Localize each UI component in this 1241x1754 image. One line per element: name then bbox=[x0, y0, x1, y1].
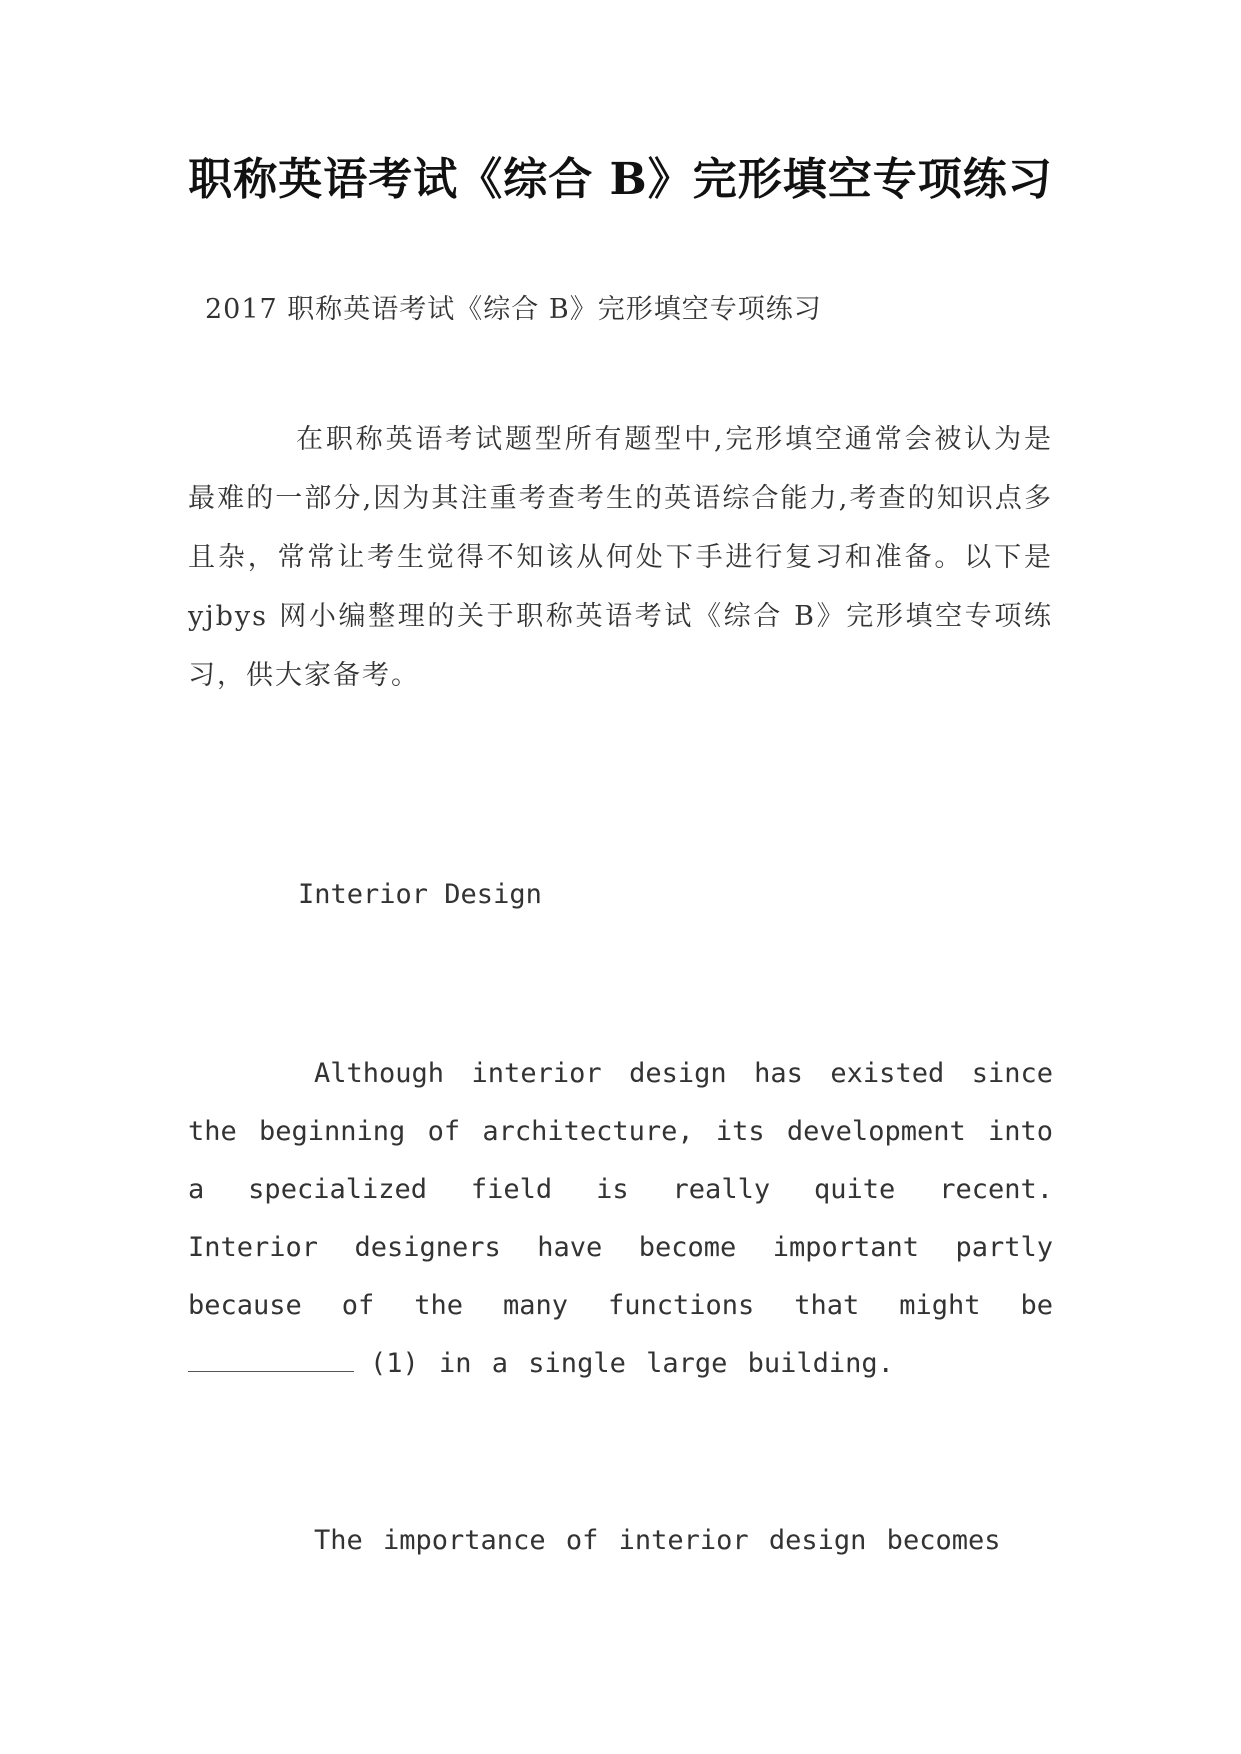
answer-blank-1 bbox=[188, 1349, 354, 1372]
passage-paragraph-2: The importance of interior design becomes bbox=[314, 1525, 1001, 1556]
section-heading: Interior Design bbox=[298, 879, 542, 910]
passage-paragraph-1 bbox=[188, 1045, 1053, 1393]
intro-paragraph: 在职称英语考试题型所有题型中,完形填空通常会被认为是最难的一部分,因为其注重考查考生的英语综合能力,考查的知识点多且杂，常常让考生觉得不知该从何处下手进行复习和准备。以下是 yjbys 网小编整理的关于职称英语考试《综合 B》完形填空专项练习，供大家备考。 bbox=[188, 424, 1053, 691]
document-subtitle: 2017 职称英语考试《综合 B》完形填空专项练习 bbox=[205, 294, 822, 325]
document-title: 职称英语考试《综合 B》完形填空专项练习 bbox=[188, 154, 1053, 205]
passage-text-after-blank: (1) in a single large building. bbox=[370, 1348, 894, 1379]
passage-text: Although interior design has existed since the beginning of architecture, its development into a specialized field is really quite recent. Interior designers have become important partly because of the many functions that might be bbox=[188, 1058, 1053, 1321]
